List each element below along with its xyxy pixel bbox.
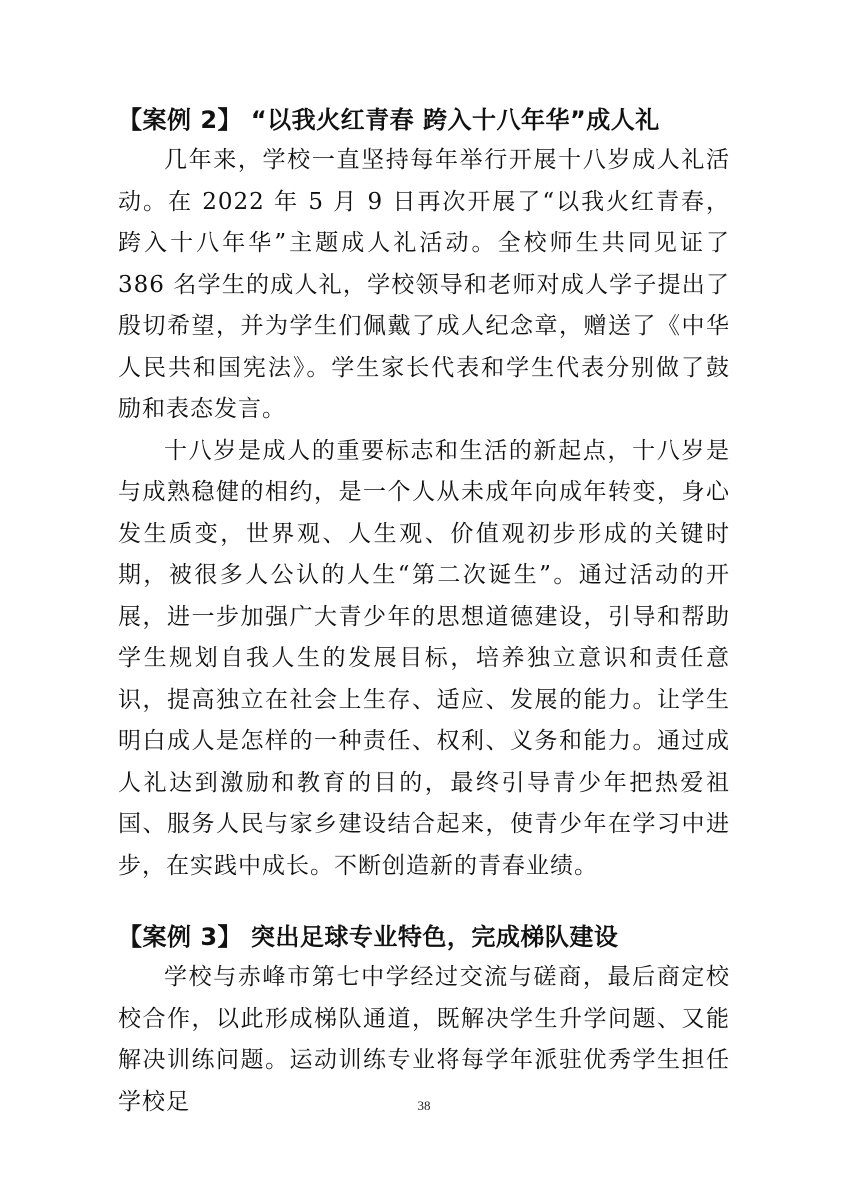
case-2-section [118,100,730,887]
page-number: 38 [417,1098,431,1113]
case-2-paragraph-2: 十八岁是成人的重要标志和生活的新起点，十八岁是与成熟稳健的相约，是一个人从未成年向成年转变，身心发生质变，世界观、人生观、价值观初步形成的关键时期，被很多人公认的人生“第二次诞生”。通过活动的开展，进一步加强广大青少年的思想道德建设，引导和帮助学生规划自我人生的发展目标，培养独立意识和责任意识，提高独立在社会上生存、适应、发展的能力。让学生明白成人是怎样的一种责任、权利、义务和能力。通过成人礼达到激励和教育的目的，最终引导青少年把热爱祖国、服务人民与家乡建设结合起来，使青少年在学习中进步，在实践中成长。不断创造新的青春业绩。 [118,437,730,879]
case-2-paragraph-1: 几年来，学校一直坚持每年举行开展十八岁成人礼活动。在 2022 年 5 月 9 日再次开展了“以我火红青春，跨入十八年华”主题成人礼活动。全校师生共同见证了 386 名学生的成人礼，学校领导和老师对成人学子提出了殷切希望，并为学生们佩戴了成人纪念章，赠送了《中华人民共和国宪法》。学生家长代表和学生代表分别做了鼓励和表态发言。 [118,147,730,422]
case-2-title: 【案例 2】 “以我火红青春 跨入十八年华”成人礼 [118,106,660,134]
case-3-paragraph-1: 学校与赤峰市第七中学经过交流与磋商，最后商定校校合作，以此形成梯队通道，既解决学生升学问题、又能解决训练问题。运动训练专业将每学年派驻优秀学生担任学校足 [118,964,730,1115]
page-content [118,100,730,1123]
case-3-title: 【案例 3】 突出足球专业特色，完成梯队建设 [118,923,619,951]
case-3-section [118,917,730,1123]
